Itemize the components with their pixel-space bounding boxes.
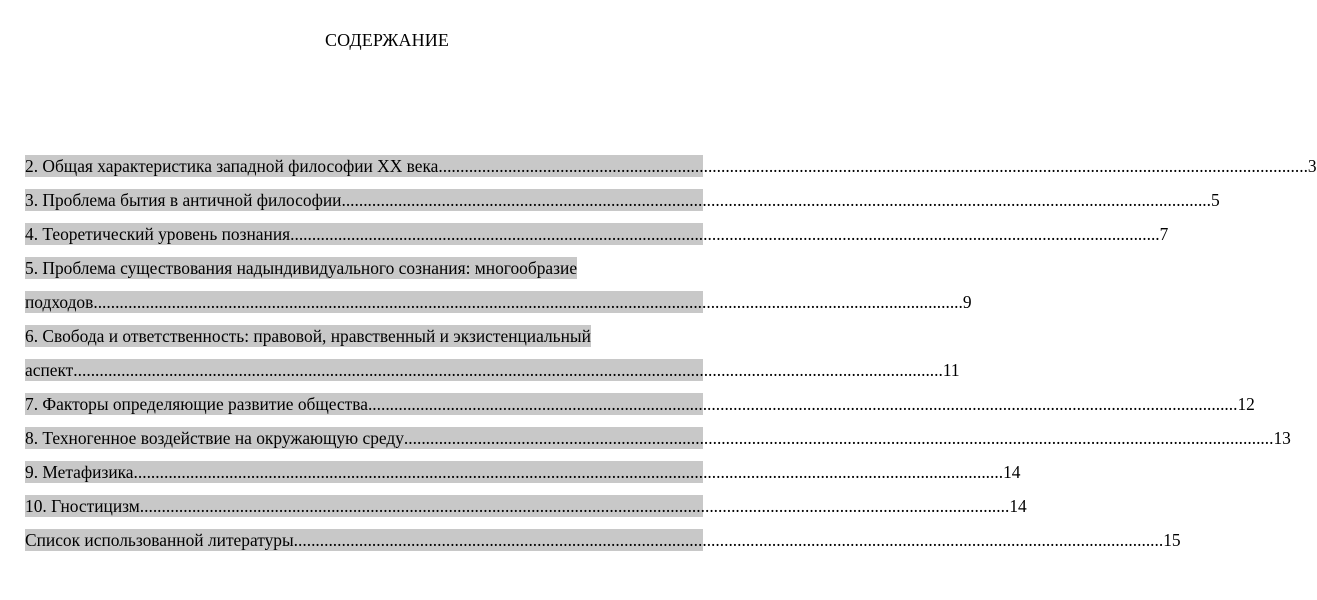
toc-entry[interactable] [25, 185, 1220, 219]
toc-page-number: 11 [942, 360, 960, 380]
toc-entry-title: 5. Проблема существования надындивидуального сознания: многообразие [25, 258, 578, 278]
dot-leader: ........................................................................................................................................................................................................ [93, 292, 963, 312]
toc-entry-highlight [25, 461, 1021, 483]
toc-entry[interactable] [25, 151, 1317, 185]
toc-entry-title: 9. Метафизика [25, 462, 134, 482]
toc-entry-continuation[interactable] [25, 287, 972, 321]
toc-entry-highlight [25, 257, 577, 279]
toc-entry[interactable] [25, 491, 1027, 525]
dot-leader: ........................................................................................................................................................................................................ [139, 496, 1010, 516]
dot-leader: ........................................................................................................................................................................................................ [290, 224, 1160, 244]
dot-leader: ........................................................................................................................................................................................................ [438, 156, 1308, 176]
dot-leader: ........................................................................................................................................................................................................ [367, 394, 1238, 414]
table-of-contents [25, 151, 1317, 559]
toc-entry-highlight [25, 393, 1255, 415]
dot-leader: ........................................................................................................................................................................................................ [133, 462, 1004, 482]
toc-page-number: 3 [1307, 156, 1317, 176]
toc-entry-title: 2. Общая характеристика западной философии XX века [25, 156, 439, 176]
dot-leader: ........................................................................................................................................................................................................ [403, 428, 1274, 448]
toc-entry[interactable] [25, 219, 1169, 253]
toc-entry[interactable] [25, 389, 1255, 423]
toc-page-number: 14 [1009, 496, 1027, 516]
toc-entry[interactable] [25, 457, 1021, 491]
toc-entry-title: 7. Факторы определяющие развитие общества [25, 394, 368, 414]
toc-entry[interactable] [25, 423, 1291, 457]
toc-entry-title: 3. Проблема бытия в античной философии [25, 190, 342, 210]
toc-page-number: 9 [962, 292, 972, 312]
toc-entry-title: 4. Теоретический уровень познания [25, 224, 291, 244]
toc-entry-title: Список использованной литературы [25, 530, 294, 550]
toc-entry[interactable] [25, 525, 1181, 559]
toc-entry-highlight [25, 325, 591, 347]
toc-page-number: 13 [1273, 428, 1291, 448]
toc-entry-title-continuation: аспект [25, 360, 74, 380]
toc-entry-continuation[interactable] [25, 355, 960, 389]
toc-entry-highlight [25, 359, 960, 381]
toc-page-number: 7 [1159, 224, 1169, 244]
toc-page-number: 14 [1003, 462, 1021, 482]
toc-entry-highlight [25, 291, 972, 313]
toc-entry-title: 10. Гностицизм [25, 496, 140, 516]
toc-title: СОДЕРЖАНИЕ [325, 30, 449, 50]
toc-entry-first-line[interactable] [25, 321, 703, 355]
toc-page-number: 5 [1211, 190, 1220, 210]
toc-page-number: 12 [1237, 394, 1255, 414]
toc-entry-highlight [25, 189, 1220, 211]
toc-entry-first-line[interactable] [25, 253, 703, 287]
toc-entry-highlight [25, 223, 1169, 245]
toc-entry-highlight [25, 529, 1181, 551]
dot-leader: ........................................................................................................................................................................................................ [341, 190, 1211, 210]
toc-entry-title: 6. Свобода и ответственность: правовой, нравственный и экзистенциальный [25, 326, 591, 346]
toc-entry-title: 8. Техногенное воздействие на окружающую среду [25, 428, 404, 448]
dot-leader: ........................................................................................................................................................................................................ [293, 530, 1164, 550]
toc-page-number: 15 [1163, 530, 1181, 550]
toc-entry-title-continuation: подходов [25, 292, 94, 312]
dot-leader: ........................................................................................................................................................................................................ [73, 360, 943, 380]
toc-entry-highlight [25, 155, 1317, 177]
toc-entry-highlight [25, 495, 1027, 517]
toc-entry-highlight [25, 427, 1291, 449]
